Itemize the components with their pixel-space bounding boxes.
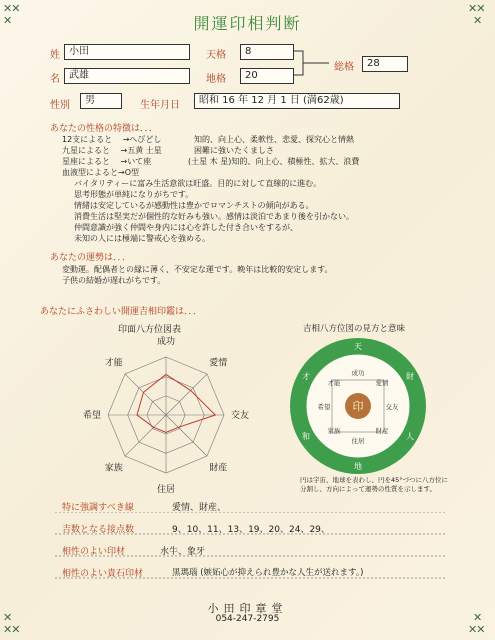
corner-ornament-top-right: ✕✕ ✕ <box>468 2 485 27</box>
character-row-left: 星座によると →いて座 <box>62 157 152 166</box>
character-row-right: 困難に強いたくましさ <box>194 146 274 155</box>
compass-outer-label: 和 <box>302 432 310 441</box>
compass-outer-label: 才 <box>302 372 310 381</box>
compass-inner-label: 才能 <box>327 379 341 387</box>
summary-value: 9、10、11、13、19、20、24、29、 <box>172 525 330 535</box>
gender-field: 男 <box>80 93 122 109</box>
character-line: 仲間意識が強く仲間や身内には心を許した付き合いをするが、 <box>74 223 298 232</box>
corner-ornament-bottom-left: ✕ ✕✕ <box>3 611 20 636</box>
svg-text:印: 印 <box>352 400 364 413</box>
compass-inner-label: 家族 <box>327 427 341 435</box>
compass-inner-label: 財産 <box>375 427 389 435</box>
radar-axis-label: 成功 <box>156 337 176 347</box>
radar-axis <box>166 374 207 415</box>
fortune-line: 子供の結婚が遅れがちです。 <box>62 276 166 285</box>
radar-axis-label: 交友 <box>230 411 250 421</box>
radar-chart <box>66 330 266 500</box>
gender-label: 性別 <box>50 100 70 111</box>
shop-phone: 054-247-2795 <box>215 614 280 624</box>
birth-label: 生年月日 <box>140 100 180 111</box>
compass-inner-label: 成功 <box>351 369 365 377</box>
summary-label: 相性のよい貴石印材 <box>62 569 144 579</box>
chikaku-field: 20 <box>240 68 294 84</box>
radar-axis <box>125 374 166 415</box>
name-field: 武雄 <box>64 68 190 84</box>
character-line: バイタリティーに富み生活意欲は旺盛。目的に対して直線的に進む。 <box>74 179 322 188</box>
character-heading: あなたの性格の特徴は．．． <box>50 124 159 134</box>
radar-axis-label: 財産 <box>209 463 228 474</box>
seal-heading: あなたにふさわしい開運吉相印鑑は．．． <box>40 307 203 317</box>
summary-value: 水牛、象牙 <box>160 547 206 557</box>
character-row-left: 12支によると →へびどし <box>62 135 162 144</box>
kaku-connector <box>293 50 333 78</box>
corner-ornament-top-left: ✕✕ ✕ <box>3 2 20 27</box>
sokaku-label: 総格 <box>334 62 354 73</box>
tenkaku-field: 8 <box>240 44 294 60</box>
birth-field: 昭和 16 年 12 月 1 日 (満62歳) <box>194 93 400 109</box>
summary-value: 愛情、財産、 <box>172 503 227 513</box>
name-label: 名 <box>50 74 60 85</box>
summary-underlines <box>55 512 445 582</box>
page-title: 開運印相判断 <box>193 14 302 33</box>
compass-title: 吉相八方位図の見方と意味 <box>303 324 406 334</box>
radar-axis <box>166 415 207 456</box>
character-row-left: 九星によると →五黄 土星 <box>62 146 162 155</box>
compass-inner-label: 住居 <box>351 437 365 445</box>
tenkaku-label: 天格 <box>206 50 226 61</box>
radar-axis-label: 愛情 <box>209 358 228 369</box>
summary-label: 特に強調すべき線 <box>62 503 134 513</box>
compass-outer-label: 財 <box>406 372 414 381</box>
character-line: 思考形態が単純になりがちです。 <box>74 190 194 199</box>
summary-label: 吉数となる接点数 <box>62 525 135 535</box>
compass-inner-label: 愛情 <box>375 379 389 387</box>
radar-value-polygon <box>137 374 215 432</box>
compass-diagram <box>288 336 428 476</box>
compass-outer-label: 地 <box>354 462 362 471</box>
summary-label: 相性のよい印材 <box>62 547 126 557</box>
surname-label: 姓 <box>50 50 60 61</box>
character-line: 消費生活は堅実だが個性的な好みも強い。感情は淡泊であまり後を引かない。 <box>74 212 354 221</box>
radar-axis-label: 家族 <box>104 463 123 474</box>
radar-axis-label: 希望 <box>82 411 102 421</box>
surname-field: 小田 <box>64 44 190 60</box>
corner-ornament-bottom-right: ✕ ✕✕ <box>468 611 485 636</box>
compass-inner-label: 交友 <box>385 403 399 411</box>
character-line: 未知の人には極端に警戒心を強める。 <box>74 234 210 243</box>
character-row-right: (土星 木 星)知的、向上心、積極性、拡大、浪費 <box>188 157 360 166</box>
character-line: 情緒は安定しているが感動性は豊かでロマンチストの傾向がある。 <box>74 201 314 210</box>
character-row-right: 知的、向上心、柔軟性、悲愛、探究心と情熱 <box>194 135 354 144</box>
compass-outer-label: 天 <box>354 342 362 351</box>
compass-inner-label: 希望 <box>317 403 331 411</box>
sokaku-field: 28 <box>362 56 408 72</box>
radar-axis-label: 住居 <box>156 485 176 495</box>
compass-note: 円は宇宙、地球を表わし、円を45°づつに八方位に分割し、方向によって運勢の性質を示します。 <box>300 476 449 493</box>
fortune-heading: あなたの運勢は．．． <box>50 253 132 263</box>
radar-axis-label: 才能 <box>104 358 123 369</box>
shop-name: 小田印章堂 <box>207 602 288 615</box>
compass-outer-label: 人 <box>406 432 414 441</box>
character-row-left: 血液型によると→O型 <box>62 168 139 177</box>
chikaku-label: 地格 <box>206 74 226 85</box>
summary-value: 黒瑪瑙 (嫉妬心が抑えられ豊かな人生が送れます。) <box>172 568 364 578</box>
fortune-line: 変動運。配偶者との縁に薄く、不安定な運です。晩年は比較的安定します。 <box>62 265 333 274</box>
radar-title: 印面八方位図表 <box>118 325 182 335</box>
